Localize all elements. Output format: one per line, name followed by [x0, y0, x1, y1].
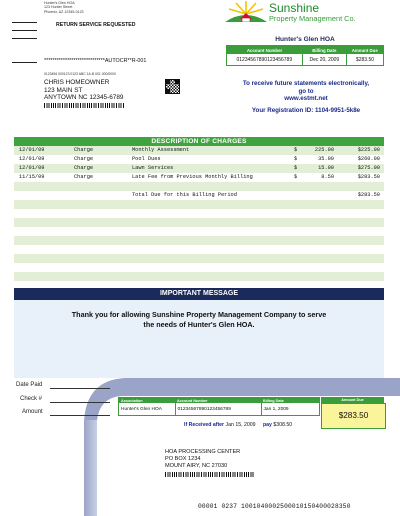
- row-stripe: [14, 245, 384, 254]
- remit-account-number: 01234567890123456789: [175, 403, 261, 416]
- row-stripe: [14, 209, 384, 218]
- charge-amount: 35.00: [318, 156, 334, 162]
- charge-balance: $260.00: [357, 156, 380, 162]
- account-summary-table: [226, 45, 384, 66]
- sender-address: [44, 1, 84, 14]
- center-line: PO BOX 1234: [165, 456, 201, 462]
- charge-description: Lawn Services: [132, 165, 174, 171]
- header-account-number: Account Number: [175, 398, 261, 404]
- recipient-name: CHRIS HOMEOWNER: [44, 79, 110, 86]
- center-line: HOA PROCESSING CENTER: [165, 449, 241, 455]
- charge-amount: 15.00: [318, 165, 334, 171]
- charge-date: 11/15/09: [19, 174, 45, 180]
- header-billing-date: Billing Date: [302, 46, 346, 55]
- recipient-address: [44, 79, 123, 102]
- remit-postal-barcode: [165, 472, 255, 477]
- header-account-number: Account Number: [227, 46, 303, 55]
- date-paid-label: Date Paid: [16, 382, 43, 388]
- electronic-statement-notice: [218, 80, 394, 114]
- account-number-value: 01234567890123456789: [236, 56, 293, 63]
- message-line: the needs of Hunter's Glen HOA.: [143, 320, 255, 329]
- charge-type: Charge: [74, 156, 94, 162]
- total-row: [14, 191, 384, 200]
- total-value: $283.50: [357, 192, 380, 198]
- charges-title: DESCRIPTION OF CHARGES: [14, 137, 384, 146]
- charge-balance: $225.00: [357, 147, 380, 153]
- amount-line[interactable]: [50, 415, 110, 416]
- sunshine-logo-icon: [225, 0, 267, 22]
- received-after-date: Jan 15, 2009: [225, 422, 256, 428]
- row-stripe: [14, 281, 384, 287]
- sender-line: Phoenix, AZ 12345-0123: [44, 9, 84, 14]
- qr-code: [165, 79, 180, 94]
- center-line: MOUNT AIRY, NC 27030: [165, 463, 228, 469]
- fold-mark: [12, 30, 37, 31]
- row-stripe: [14, 263, 384, 272]
- charge-type: Charge: [74, 165, 94, 171]
- charge-description: Late Fee from Previous Monthly Billing: [132, 174, 253, 180]
- charge-date: 12/01/09: [19, 156, 45, 162]
- pay-amount: $308.50: [273, 422, 293, 428]
- charge-row: [14, 146, 384, 155]
- hoa-name: Hunter's Glen HOA: [275, 36, 335, 43]
- header-billing-date: Billing Date: [261, 398, 320, 404]
- brand-subtitle: Property Management Co.: [269, 14, 356, 23]
- charge-row: [14, 164, 384, 173]
- row-stripe: [14, 227, 384, 236]
- charge-description: Pool Dues: [132, 156, 161, 162]
- amount-due-value: $283.50: [347, 54, 384, 66]
- charge-currency: $: [294, 165, 298, 171]
- charge-currency: $: [294, 174, 298, 180]
- received-after-label: If Received after: [184, 422, 225, 428]
- fold-mark: [12, 22, 37, 23]
- estmt-link[interactable]: www.estmt.net: [284, 95, 328, 103]
- remittance-table: [118, 397, 320, 416]
- fold-mark: [12, 38, 37, 39]
- swoosh-strip: [84, 420, 97, 516]
- check-number-label: Check #: [20, 396, 43, 402]
- remit-amount-due: $283.50: [321, 403, 386, 429]
- recipient-street: 123 MAIN ST: [44, 86, 83, 94]
- charge-balance: $275.00: [357, 165, 380, 171]
- pay-label: pay: [262, 422, 272, 428]
- charge-type: Charge: [74, 147, 94, 153]
- return-service-label: RETURN SERVICE REQUESTED: [56, 22, 136, 28]
- autocr-line: *****************************AUTOCR**R-001: [44, 58, 147, 64]
- header-amount-due: Amount Due: [321, 397, 384, 403]
- charge-amount: 8.50: [321, 174, 334, 180]
- charge-currency: $: [294, 156, 298, 162]
- charge-row: [14, 173, 384, 182]
- ocr-scanline: 00001 0237 1001040002500010150400028350: [198, 503, 351, 510]
- postal-barcode: [44, 103, 124, 108]
- message-line: Thank you for allowing Sunshine Property Management Company to serve: [71, 310, 327, 319]
- association-value: Hunter's Glen HOA: [119, 403, 176, 416]
- header-amount-due: Amount Due: [347, 46, 384, 55]
- sender-line: Hunter's Glen HOA: [44, 1, 75, 5]
- charge-amount: 225.00: [314, 147, 334, 153]
- fold-mark: [12, 62, 37, 63]
- remit-billing-date: Jan 1, 2009: [261, 403, 320, 416]
- billing-date-value: Dec 20, 2009: [302, 54, 346, 66]
- date-paid-line[interactable]: [50, 388, 110, 389]
- processing-center-address: [165, 449, 240, 470]
- sender-line: 123 Hunter Street: [44, 5, 73, 10]
- electronic-line: To receive future statements electronically,: [242, 80, 370, 87]
- charge-currency: $: [294, 147, 298, 153]
- charge-date: 12/01/09: [19, 147, 45, 153]
- charge-balance: $283.50: [357, 174, 380, 180]
- charge-date: 12/01/09: [19, 165, 45, 171]
- charge-description: Monthly Assessment: [132, 147, 190, 153]
- amount-label: Amount: [22, 409, 43, 415]
- check-number-line[interactable]: [50, 402, 110, 403]
- late-payment-line: [184, 422, 292, 428]
- recipient-city: ANYTOWN NC 12345-6789: [44, 94, 124, 102]
- brand-name: Sunshine: [269, 1, 320, 15]
- electronic-line: go to: [298, 87, 314, 95]
- total-label: Total Due for this Billing Period: [132, 192, 237, 198]
- header-association: Association: [119, 398, 176, 404]
- important-message-title: IMPORTANT MESSAGE: [14, 288, 384, 300]
- scan-line: 0123456 000123 0123 ABC 1A-B 001 000/0000: [44, 72, 116, 76]
- registration-id: Your Registration ID: 1104-9951-5k8e: [251, 106, 361, 114]
- charge-row: [14, 155, 384, 164]
- charge-type: Charge: [74, 174, 94, 180]
